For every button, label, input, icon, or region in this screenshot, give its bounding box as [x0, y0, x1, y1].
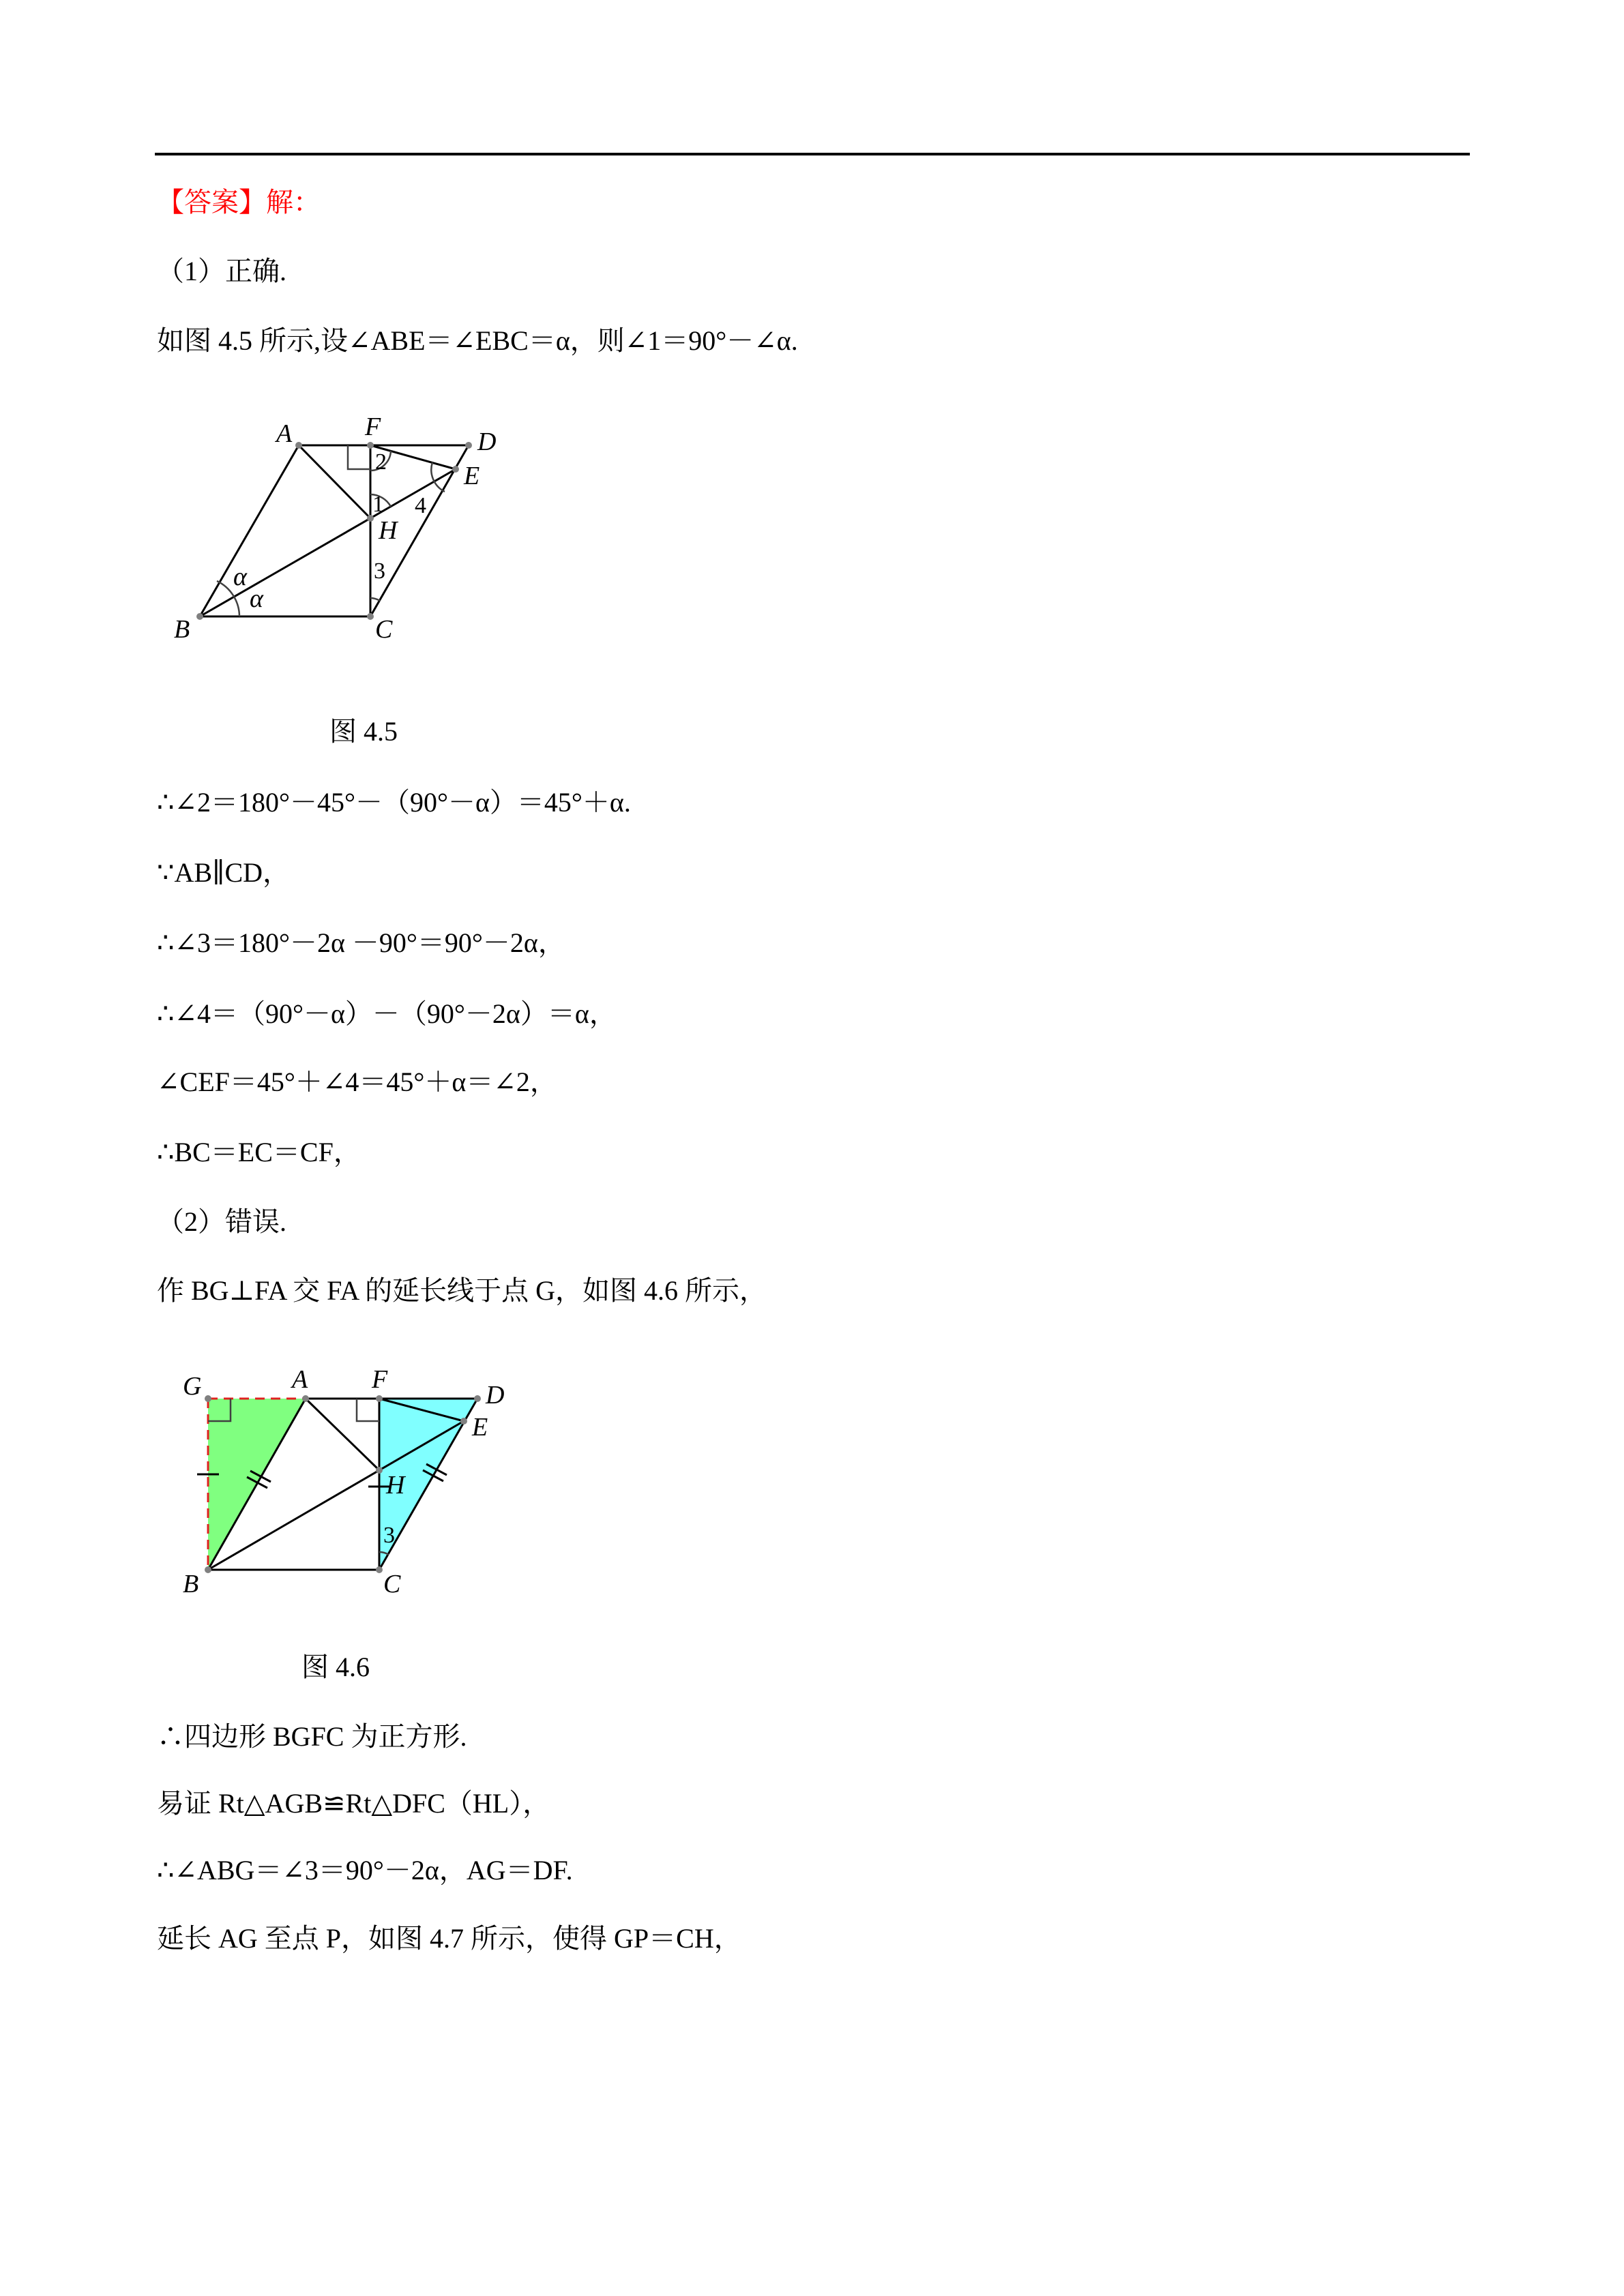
point-label-f: F — [372, 1365, 388, 1394]
point-label-h: H — [379, 516, 398, 545]
point-label-c: C — [375, 615, 393, 644]
angle-label-2: 2 — [375, 449, 387, 475]
point-label-d: D — [486, 1381, 505, 1410]
text-line: ∴∠ABG＝∠3＝90°－2α，AG＝DF. — [157, 1855, 573, 1885]
figure-caption-4-6: 图 4.6 — [301, 1652, 370, 1682]
point-label-a: A — [276, 419, 293, 448]
text-line: 作 BG⊥FA 交 FA 的延长线于点 G，如图 4.6 所示， — [157, 1275, 767, 1306]
angle-label-alpha-lower: α — [250, 584, 263, 613]
angle-label-alpha-upper: α — [233, 563, 247, 591]
text-line: 如图 4.5 所示,设∠ABE＝∠EBC＝α，则∠1＝90°－∠α. — [157, 325, 798, 356]
angle-label-4: 4 — [415, 493, 426, 518]
point-label-a: A — [292, 1365, 308, 1394]
point-label-e: E — [472, 1413, 488, 1442]
text-line: ∴四边形 BGFC 为正方形. — [157, 1721, 467, 1752]
angle-label-1: 1 — [372, 492, 384, 517]
point-label-b: B — [183, 1570, 199, 1598]
text-line: ∴∠3＝180°－2α －90°＝90°－2α， — [157, 927, 565, 958]
text-line: ∠CEF＝45°＋∠4＝45°＋α＝∠2， — [157, 1067, 557, 1097]
angle-label-3: 3 — [374, 558, 385, 584]
point-label-h: H — [386, 1471, 405, 1500]
angle-label-3: 3 — [383, 1523, 395, 1548]
point-label-c: C — [383, 1570, 401, 1598]
text-line: 延长 AG 至点 P，如图 4.7 所示，使得 GP＝CH， — [157, 1923, 741, 1954]
text-line: ∴∠2＝180°－45°－（90°－α）＝45°＋α. — [157, 787, 631, 818]
figure-caption-4-5: 图 4.5 — [329, 716, 398, 747]
answer-heading: 【答案】解： — [157, 187, 321, 218]
point-label-e: E — [464, 462, 480, 490]
text-line: ∴∠4＝（90°－α）－（90°－2α）＝α， — [157, 998, 617, 1029]
point-label-f: F — [365, 413, 381, 441]
text-line: 易证 Rt△AGB≌Rt△DFC（HL）， — [157, 1788, 550, 1819]
part1-label: （1）正确. — [157, 256, 286, 286]
point-label-d: D — [477, 428, 497, 456]
text-line: ∵AB∥CD， — [157, 857, 291, 888]
text-line: ∴BC＝EC＝CF， — [157, 1137, 361, 1167]
part2-label: （2）错误. — [157, 1206, 286, 1237]
point-label-g: G — [183, 1372, 202, 1401]
point-label-b: B — [174, 615, 190, 644]
